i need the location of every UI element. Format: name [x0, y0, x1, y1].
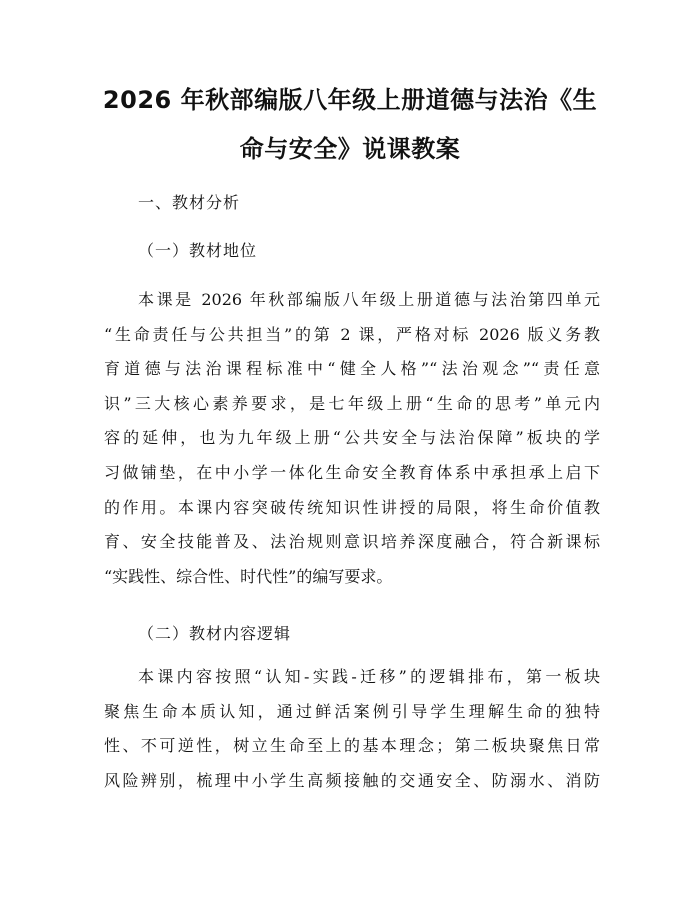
paragraph-line: 本课内容按照“认知-实践-迁移”的逻辑排布，第一板块: [138, 667, 600, 686]
paragraph-line: “生命责任与公共担当”的第 2 课，严格对标 2026 版义务教: [104, 324, 600, 344]
document-title-line-1: 2026 年秋部编版八年级上册道德与法治《生: [102, 86, 598, 114]
paragraph-line: 容的延伸，也为九年级上册“公共安全与法治保障”板块的学: [104, 428, 600, 448]
paragraph-line: 识”三大核心素养要求，是七年级上册“生命的思考”单元内: [104, 393, 600, 413]
document-title-line-2: 命与安全》说课教案: [239, 135, 461, 163]
subsection-heading-content-logic: （二）教材内容逻辑: [138, 624, 292, 643]
paragraph-line: “实践性、综合性、时代性”的编写要求。: [104, 566, 393, 586]
paragraph-textbook-position: [104, 283, 600, 594]
paragraph-line: 风险辨别，梳理中小学生高频接触的交通安全、防溺水、消防: [104, 770, 600, 790]
paragraph-line: 聚焦生命本质认知，通过鲜活案例引导学生理解生命的独特: [104, 701, 600, 721]
subsection-heading-textbook-position: （一）教材地位: [138, 241, 258, 260]
paragraph-line: 的作用。本课内容突破传统知识性讲授的局限，将生命价值教: [104, 497, 600, 517]
paragraph-line: 育、安全技能普及、法治规则意识培养深度融合，符合新课标: [104, 532, 600, 552]
section-heading-textbook-analysis: 一、教材分析: [138, 193, 241, 212]
paragraph-line: 习做铺垫，在中小学一体化生命安全教育体系中承担承上启下: [104, 462, 600, 482]
paragraph-content-logic: [104, 660, 600, 798]
paragraph-line: 育道德与法治课程标准中“健全人格”“法治观念”“责任意: [104, 359, 600, 379]
paragraph-line: 性、不可逆性，树立生命至上的基本理念；第二板块聚焦日常: [104, 736, 600, 756]
paragraph-line: 本课是 2026 年秋部编版八年级上册道德与法治第四单元: [138, 290, 600, 309]
